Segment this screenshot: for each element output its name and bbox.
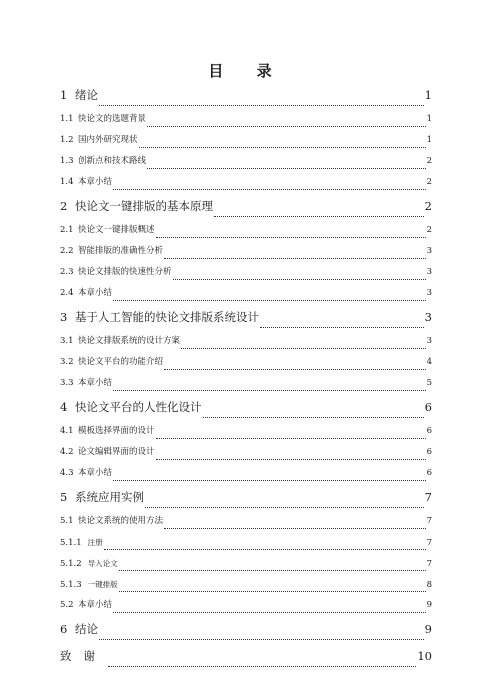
toc-entry-label: 模板选择界面的设计 bbox=[78, 426, 155, 436]
toc-dot-leader bbox=[214, 216, 424, 217]
toc-entry-number: 1 bbox=[60, 88, 68, 102]
toc-entry-label: 论文编辑界面的设计 bbox=[78, 447, 155, 457]
toc-entry-page: 9 bbox=[424, 622, 432, 636]
toc-entry-page: 1 bbox=[424, 88, 432, 102]
toc-entry[interactable] bbox=[60, 82, 432, 109]
toc-entry[interactable] bbox=[60, 151, 432, 172]
toc-entry-number: 3.3 bbox=[60, 378, 74, 388]
toc-entry-number: 3.2 bbox=[60, 357, 74, 367]
toc-entry-number: 1.2 bbox=[60, 135, 74, 145]
toc-entry-label: 快论文系统的使用方法 bbox=[78, 516, 164, 526]
toc-entry[interactable] bbox=[60, 463, 432, 484]
toc-entry-number: 2.1 bbox=[60, 225, 74, 235]
toc-entry-page: 7 bbox=[426, 559, 432, 569]
toc-dot-leader bbox=[260, 327, 424, 328]
toc-entry-page: 2 bbox=[426, 156, 432, 166]
toc-dot-leader bbox=[173, 279, 426, 280]
toc-entry[interactable] bbox=[60, 421, 432, 442]
toc-entry-page: 10 bbox=[417, 649, 432, 663]
toc-dot-leader bbox=[164, 528, 426, 529]
toc-title: 目 录 bbox=[208, 62, 286, 80]
toc-entry-label: 快论文排版系统的设计方案 bbox=[78, 336, 181, 346]
table-of-contents bbox=[60, 82, 432, 670]
toc-entry[interactable] bbox=[60, 172, 432, 193]
toc-entry-label: 智能排版的准确性分析 bbox=[78, 246, 164, 256]
toc-entry-page: 4 bbox=[426, 357, 432, 367]
toc-dot-leader bbox=[156, 438, 426, 439]
toc-entry[interactable] bbox=[60, 283, 432, 304]
toc-entry[interactable] bbox=[60, 220, 432, 241]
toc-entry-label: 快论文一键排版概述 bbox=[78, 225, 155, 235]
toc-entry-label: 快论文的选题背景 bbox=[78, 114, 147, 124]
toc-entry-page: 3 bbox=[426, 246, 432, 256]
toc-dot-leader bbox=[119, 591, 426, 592]
toc-entry-page: 7 bbox=[424, 490, 432, 504]
toc-dot-leader bbox=[203, 417, 424, 418]
toc-dot-leader bbox=[108, 666, 416, 667]
toc-entry-number: 5.1.3 bbox=[60, 580, 82, 590]
toc-entry-number: 4.1 bbox=[60, 426, 74, 436]
toc-entry[interactable] bbox=[60, 484, 432, 511]
toc-entry-number: 1.4 bbox=[60, 177, 74, 187]
toc-entry[interactable] bbox=[60, 511, 432, 532]
toc-entry-number: 5.2 bbox=[60, 600, 74, 610]
toc-entry-label: 本章小结 bbox=[78, 288, 113, 298]
toc-dot-leader bbox=[139, 147, 426, 148]
toc-dot-leader bbox=[104, 549, 426, 550]
toc-entry[interactable] bbox=[60, 532, 432, 553]
toc-dot-leader bbox=[181, 348, 426, 349]
toc-entry-page: 6 bbox=[426, 447, 432, 457]
toc-dot-leader bbox=[156, 459, 426, 460]
toc-dot-leader bbox=[99, 105, 424, 106]
toc-entry-page: 6 bbox=[426, 468, 432, 478]
toc-entry-label: 本章小结 bbox=[78, 378, 113, 388]
toc-entry-number: 5.1.2 bbox=[60, 559, 82, 569]
toc-entry-page: 2 bbox=[426, 177, 432, 187]
toc-entry-number: 2 bbox=[60, 199, 68, 213]
toc-entry-label: 导入论文 bbox=[87, 559, 118, 568]
toc-entry-label: 注册 bbox=[87, 538, 103, 547]
toc-entry-label: 本章小结 bbox=[78, 177, 113, 187]
toc-entry-label: 绪论 bbox=[75, 88, 98, 102]
toc-entry-label: 国内外研究现状 bbox=[78, 135, 138, 145]
toc-entry-number: 5.1 bbox=[60, 516, 74, 526]
toc-entry-page: 5 bbox=[426, 378, 432, 388]
toc-entry-page: 7 bbox=[426, 538, 432, 548]
toc-entry[interactable] bbox=[60, 574, 432, 595]
toc-entry-number: 3.1 bbox=[60, 336, 74, 346]
toc-entry[interactable] bbox=[60, 193, 432, 220]
toc-entry[interactable] bbox=[60, 304, 432, 331]
toc-entry-number: 4.2 bbox=[60, 447, 74, 457]
toc-entry-number: 6 bbox=[60, 622, 68, 636]
toc-entry-page: 3 bbox=[426, 336, 432, 346]
toc-entry-number: 1.3 bbox=[60, 156, 74, 166]
toc-entry-label: 本章小结 bbox=[78, 600, 113, 610]
toc-entry[interactable] bbox=[60, 109, 432, 130]
toc-entry-label: 系统应用实例 bbox=[75, 490, 144, 504]
toc-entry-page: 6 bbox=[426, 426, 432, 436]
toc-dot-leader bbox=[147, 126, 426, 127]
toc-entry-label: 结论 bbox=[75, 622, 98, 636]
toc-entry-page: 6 bbox=[424, 400, 432, 414]
toc-entry-page: 7 bbox=[426, 516, 432, 526]
toc-entry[interactable] bbox=[60, 373, 432, 394]
toc-entry-number: 1.1 bbox=[60, 114, 74, 124]
toc-entry[interactable] bbox=[60, 352, 432, 373]
toc-entry-page: 3 bbox=[426, 267, 432, 277]
toc-dot-leader bbox=[164, 369, 426, 370]
toc-entry-page: 1 bbox=[426, 135, 432, 145]
toc-entry-label: 一键排版 bbox=[87, 580, 118, 589]
toc-entry-number: 4 bbox=[60, 400, 68, 414]
toc-entry-page: 2 bbox=[424, 199, 432, 213]
toc-entry-number: 2.2 bbox=[60, 246, 74, 256]
toc-entry[interactable] bbox=[60, 262, 432, 283]
toc-entry[interactable] bbox=[60, 442, 432, 463]
toc-entry-label: 本章小结 bbox=[78, 468, 113, 478]
toc-entry-label: 致谢 bbox=[60, 649, 107, 663]
toc-entry-page: 3 bbox=[426, 288, 432, 298]
toc-dot-leader bbox=[113, 480, 426, 481]
toc-dot-leader bbox=[113, 300, 426, 301]
toc-entry-page: 8 bbox=[426, 580, 432, 590]
toc-entry-label: 快论文排版的快速性分析 bbox=[78, 267, 172, 277]
toc-entry-label: 创新点和技术路线 bbox=[78, 156, 147, 166]
toc-dot-leader bbox=[156, 237, 426, 238]
toc-entry[interactable] bbox=[60, 553, 432, 574]
toc-entry-page: 2 bbox=[426, 225, 432, 235]
toc-entry[interactable] bbox=[60, 241, 432, 262]
toc-entry[interactable] bbox=[60, 616, 432, 643]
toc-entry-label: 快论文平台的功能介绍 bbox=[78, 357, 164, 367]
toc-dot-leader bbox=[119, 570, 426, 571]
toc-entry-label: 快论文平台的人性化设计 bbox=[75, 400, 202, 414]
toc-dot-leader bbox=[113, 390, 426, 391]
toc-entry-number: 2.3 bbox=[60, 267, 74, 277]
toc-entry[interactable] bbox=[60, 643, 432, 670]
toc-entry-label: 基于人工智能的快论文排版系统设计 bbox=[75, 310, 259, 324]
toc-entry-number: 4.3 bbox=[60, 468, 74, 478]
toc-dot-leader bbox=[145, 507, 424, 508]
toc-entry-number: 3 bbox=[60, 310, 68, 324]
toc-entry[interactable] bbox=[60, 331, 432, 352]
toc-entry-page: 3 bbox=[424, 310, 432, 324]
toc-dot-leader bbox=[164, 258, 426, 259]
toc-dot-leader bbox=[113, 189, 426, 190]
toc-entry[interactable] bbox=[60, 595, 432, 616]
toc-entry-page: 9 bbox=[426, 600, 432, 610]
toc-entry[interactable] bbox=[60, 130, 432, 151]
toc-dot-leader bbox=[147, 168, 426, 169]
toc-entry[interactable] bbox=[60, 394, 432, 421]
toc-dot-leader bbox=[99, 639, 424, 640]
toc-entry-number: 5 bbox=[60, 490, 68, 504]
toc-entry-page: 1 bbox=[426, 114, 432, 124]
toc-entry-number: 2.4 bbox=[60, 288, 74, 298]
toc-dot-leader bbox=[113, 612, 426, 613]
toc-entry-number: 5.1.1 bbox=[60, 538, 82, 548]
toc-entry-label: 快论文一键排版的基本原理 bbox=[75, 199, 213, 213]
